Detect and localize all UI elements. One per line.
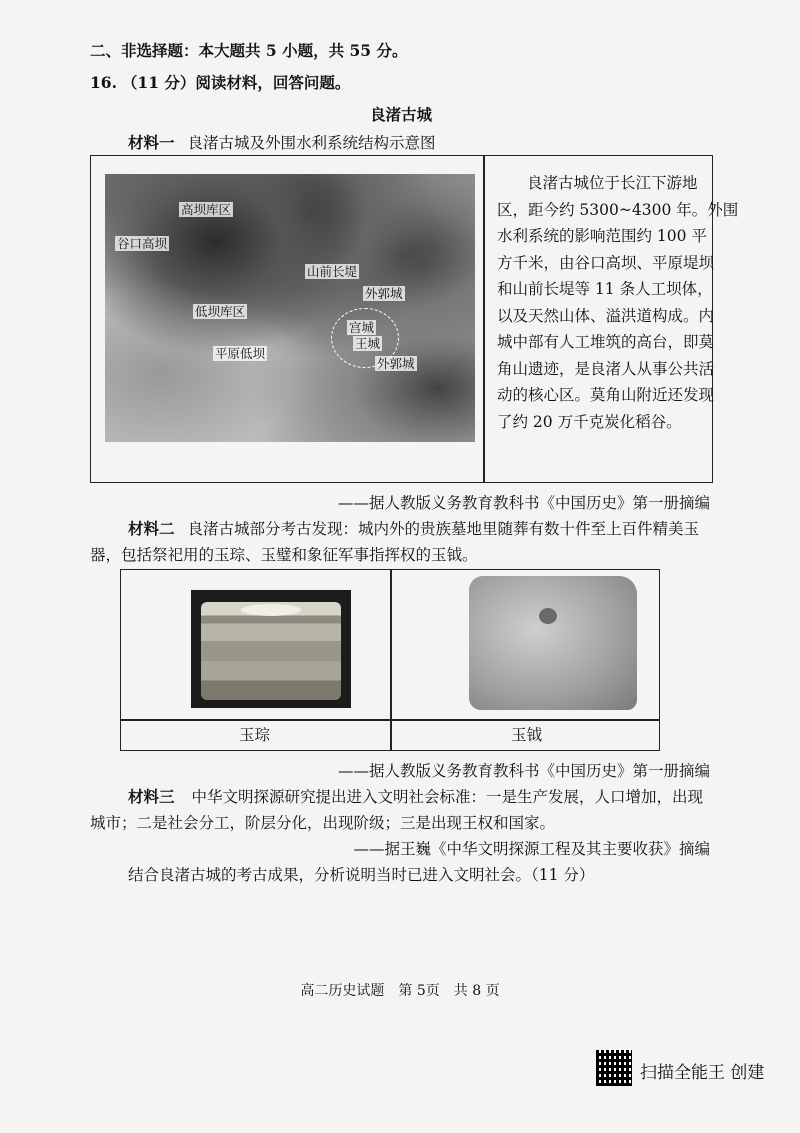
material3-line1: [128, 786, 703, 808]
image-table-vertical-divider: [390, 570, 392, 750]
material2-line1: [128, 518, 699, 540]
material1-text-line: 方千米，由谷口高坝、平原堤坝: [497, 253, 715, 272]
material2-text: 良渚古城部分考古发现：城内外的贵族墓地里随葬有数十件至上百件精美玉: [187, 520, 699, 538]
material1-text-line: 和山前长堤等 11 条人工坝体，: [497, 280, 713, 298]
material1-text: [497, 170, 739, 435]
liangzhu-map-image: [105, 174, 475, 442]
material1-label: 材料一: [128, 133, 175, 152]
material1-text-line: 良渚古城位于长江下游地: [527, 174, 698, 192]
material1-text-line: 水利系统的影响范围约 100 平: [497, 227, 707, 245]
map-label-wangcheng: 王城: [355, 336, 381, 351]
material1-divider: [483, 156, 485, 482]
material1-text-line: 角山遗迹，是良渚人从事公共活: [497, 359, 715, 378]
material2-image-table: [120, 569, 660, 751]
section-title: 二、非选择题：本大题共 5 小题，共 55 分。: [90, 41, 408, 60]
jade-cong-top-ring: [241, 604, 301, 616]
city-boundary-dashed: [331, 308, 399, 368]
page-footer: 高二历史试题 第 5页 共 8 页: [300, 983, 500, 999]
image-table-horizontal-divider: [121, 719, 659, 721]
material1-heading: [128, 132, 435, 154]
question-heading: [90, 72, 350, 94]
map-label-diba: 低坝库区: [195, 304, 246, 319]
material1-source: ——据人教版义务教育教科书《中国历史》第一册摘编: [337, 494, 710, 512]
material2-label: 材料二: [128, 519, 175, 538]
question-number: 16.: [90, 73, 117, 92]
scanner-watermark: 扫描全能王 创建: [640, 1063, 765, 1083]
jade-cong-shape: [201, 602, 341, 700]
map-label-waiguo-bottom: 外郭城: [377, 356, 415, 371]
material2-source: ——据人教版义务教育教科书《中国历史》第一册摘编: [337, 762, 710, 780]
material1-text-line: 区，距今约 5300~4300 年。外围: [497, 200, 739, 219]
material1-caption: 良渚古城及外围水利系统结构示意图: [187, 134, 436, 152]
material3-text: 中华文明探源研究提出进入文明社会标准：一是生产发展，人口增加，出现: [191, 788, 703, 806]
material1-text-line: 以及天然山体、溢洪道构成。内: [497, 306, 715, 325]
jade-cong-image: [191, 590, 351, 708]
map-label-shanqian: 山前长堤: [307, 264, 358, 279]
map-label-gaoba: 高坝库区: [181, 202, 232, 217]
question-prompt: 结合良渚古城的考古成果，分析说明当时已进入文明社会。（11 分）: [128, 866, 595, 884]
material1-text-line: 城中部有人工堆筑的高台，即莫: [497, 333, 715, 351]
map-label-gongcheng: 宫城: [349, 320, 375, 335]
jade-cong-caption: 玉琮: [239, 726, 271, 744]
material1-text-line: 了约 20 万千克炭化稻谷。: [497, 412, 682, 431]
material3-source: ——据王巍《中华文明探源工程及其主要收获》摘编: [353, 840, 710, 858]
question-title: 良渚古城: [370, 105, 433, 124]
material3-line2: 城市；二是社会分工，阶层分化，出现阶级；三是出现王权和国家。: [90, 814, 556, 832]
map-label-gukou: 谷口高坝: [117, 236, 168, 251]
material2-line2: 器，包括祭祀用的玉琮、玉璧和象征军事指挥权的玉钺。: [90, 546, 478, 564]
map-label-pingyuan: 平原低坝: [215, 346, 266, 361]
qr-code-icon: [596, 1050, 632, 1086]
jade-yue-caption: 玉钺: [511, 726, 543, 744]
material3-label: 材料三: [128, 787, 175, 806]
material1-text-line: 动的核心区。莫角山附近还发现: [497, 386, 715, 404]
question-score: （11 分）阅读材料，回答问题。: [121, 73, 351, 92]
jade-yue-hole: [539, 608, 557, 624]
material1-box: [90, 155, 739, 483]
map-label-waiguo-top: 外郭城: [365, 286, 403, 301]
jade-yue-image: [469, 576, 637, 710]
